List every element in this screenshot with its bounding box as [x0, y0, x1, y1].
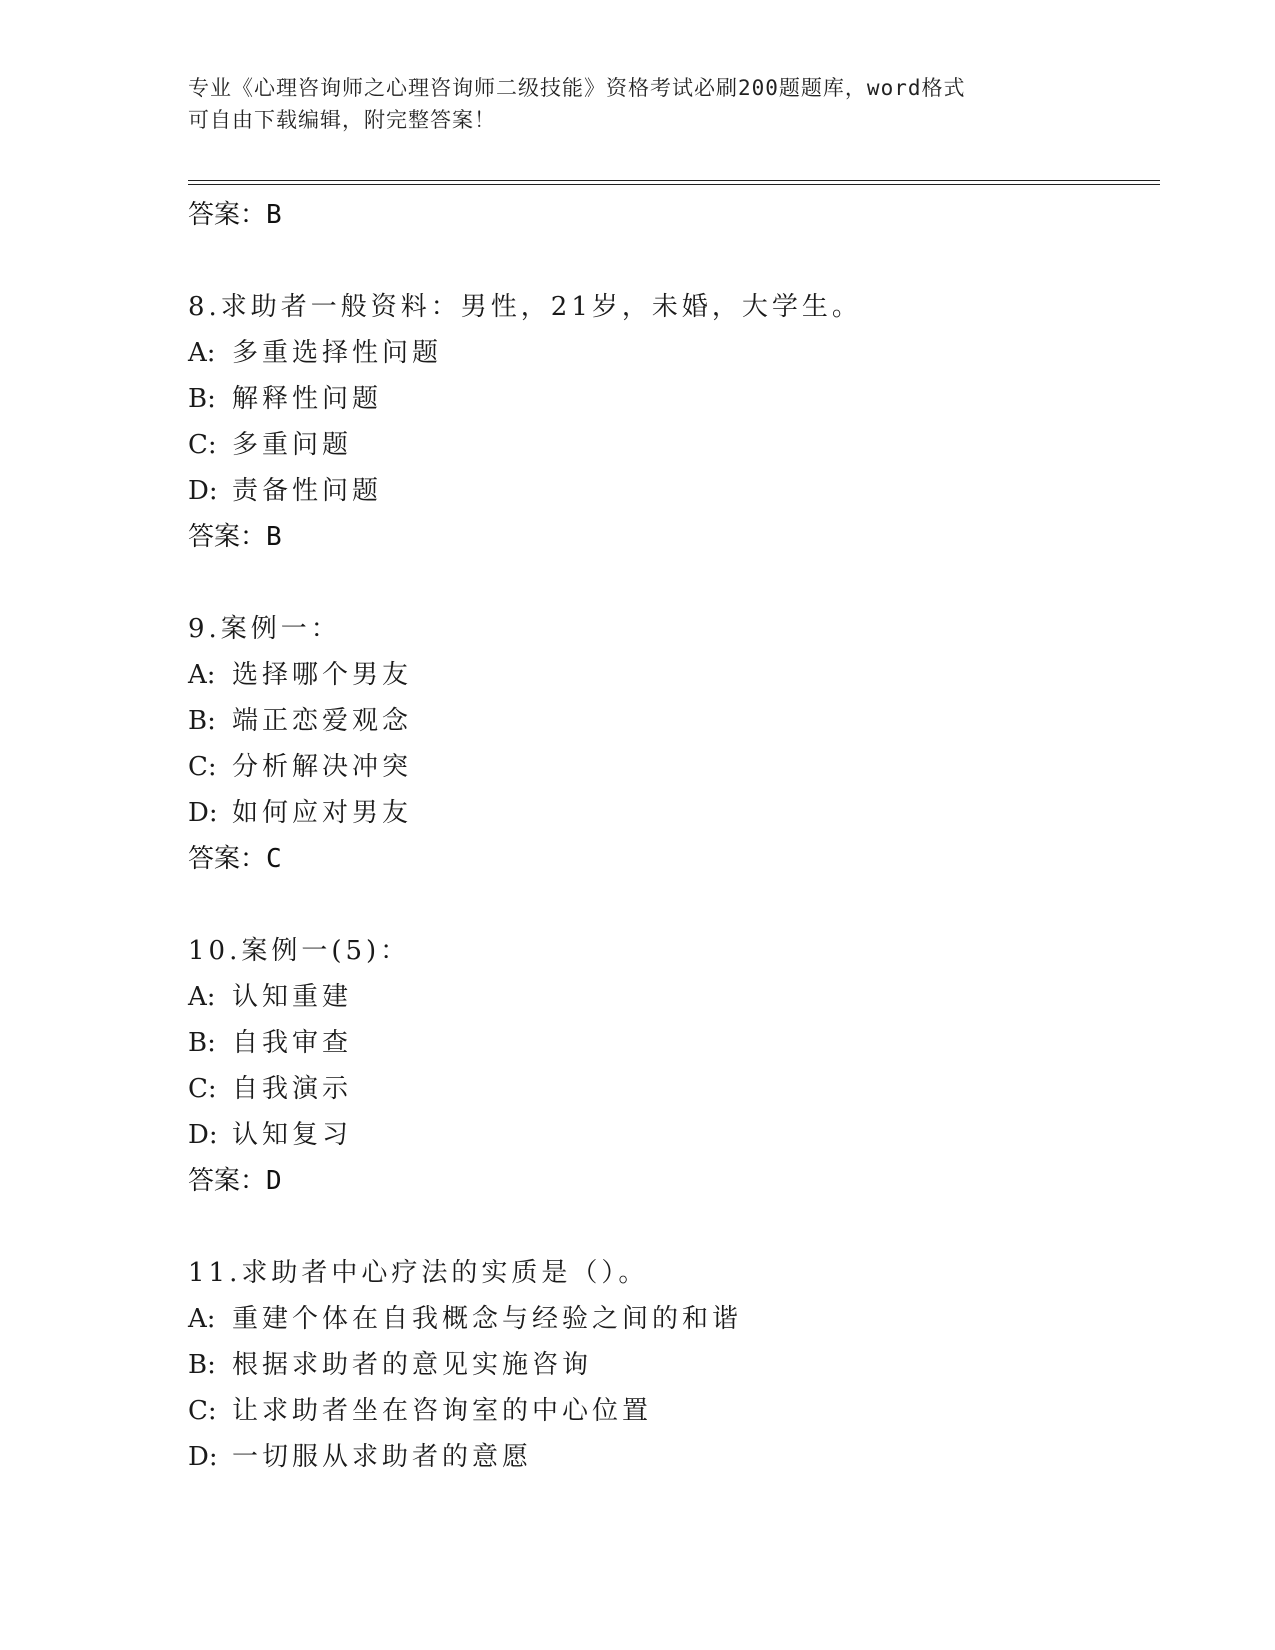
option-letter: D:	[188, 798, 218, 828]
option-b	[188, 1342, 1148, 1388]
option-c	[188, 1066, 1148, 1112]
option-text: 分析解决冲突	[232, 752, 413, 782]
spacer	[188, 560, 1148, 606]
option-letter: B:	[188, 384, 216, 414]
option-letter: A:	[188, 338, 216, 368]
question-9	[188, 606, 1148, 882]
option-letter: A:	[188, 1304, 216, 1334]
option-text: 根据求助者的意见实施咨询	[232, 1350, 593, 1380]
option-letter: C:	[188, 1396, 217, 1426]
option-text: 一切服从求助者的意愿	[232, 1442, 533, 1472]
option-letter: D:	[188, 1442, 218, 1472]
option-letter: C:	[188, 1074, 217, 1104]
option-a	[188, 652, 1148, 698]
option-text: 重建个体在自我概念与经验之间的和谐	[232, 1304, 743, 1334]
option-d	[188, 1112, 1148, 1158]
option-c	[188, 1388, 1148, 1434]
option-d	[188, 468, 1148, 514]
option-d	[188, 790, 1148, 836]
answer-line	[188, 1158, 1148, 1204]
option-c	[188, 422, 1148, 468]
option-letter: D:	[188, 476, 218, 506]
option-letter: B:	[188, 1350, 216, 1380]
option-letter: B:	[188, 706, 216, 736]
question-stem: 11.求助者中心疗法的实质是（）。	[188, 1258, 649, 1288]
question-8	[188, 284, 1148, 560]
answer-label: 答案：	[188, 200, 267, 230]
header-title-line-2: 可自由下载编辑，附完整答案！	[188, 108, 496, 132]
question-stem: 8.求助者一般资料：男性，21岁，未婚，大学生。	[188, 292, 862, 322]
option-text: 选择哪个男友	[232, 660, 413, 690]
option-text: 认知复习	[232, 1120, 353, 1150]
question-10	[188, 928, 1148, 1204]
option-b	[188, 698, 1148, 744]
option-text: 自我审查	[232, 1028, 353, 1058]
option-a	[188, 974, 1148, 1020]
header-divider-bottom	[188, 184, 1160, 185]
answer-line	[188, 192, 1148, 238]
option-a	[188, 1296, 1148, 1342]
question-list	[188, 192, 1148, 1480]
spacer	[188, 882, 1148, 928]
header-title-line-1: 专业《心理咨询师之心理咨询师二级技能》资格考试必刷200题题库，word格式	[188, 76, 966, 100]
option-b	[188, 376, 1148, 422]
option-d	[188, 1434, 1148, 1480]
option-text: 让求助者坐在咨询室的中心位置	[232, 1396, 653, 1426]
option-letter: A:	[188, 982, 216, 1012]
option-letter: C:	[188, 752, 217, 782]
answer-value: C	[266, 844, 282, 874]
spacer	[188, 238, 1148, 284]
option-text: 多重问题	[232, 430, 353, 460]
answer-label: 答案：	[188, 1166, 267, 1196]
option-text: 认知重建	[232, 982, 353, 1012]
answer-value: D	[266, 1166, 282, 1196]
option-text: 如何应对男友	[232, 798, 413, 828]
option-c	[188, 744, 1148, 790]
option-text: 自我演示	[232, 1074, 353, 1104]
answer-label: 答案：	[188, 844, 267, 874]
answer-line	[188, 514, 1148, 560]
question-stem: 9.案例一：	[188, 614, 341, 644]
question-11	[188, 1250, 1148, 1480]
option-text: 责备性问题	[232, 476, 383, 506]
option-letter: D:	[188, 1120, 218, 1150]
answer-value: B	[266, 200, 282, 230]
option-letter: C:	[188, 430, 217, 460]
document-header	[188, 72, 1088, 136]
answer-label: 答案：	[188, 522, 267, 552]
answer-value: B	[266, 522, 282, 552]
answer-line	[188, 836, 1148, 882]
option-text: 端正恋爱观念	[232, 706, 413, 736]
option-text: 多重选择性问题	[232, 338, 443, 368]
question-stem: 10.案例一(5)：	[188, 936, 411, 966]
spacer	[188, 1204, 1148, 1250]
option-a	[188, 330, 1148, 376]
option-letter: B:	[188, 1028, 216, 1058]
option-text: 解释性问题	[232, 384, 383, 414]
header-divider-top	[188, 180, 1160, 181]
option-letter: A:	[188, 660, 216, 690]
option-b	[188, 1020, 1148, 1066]
